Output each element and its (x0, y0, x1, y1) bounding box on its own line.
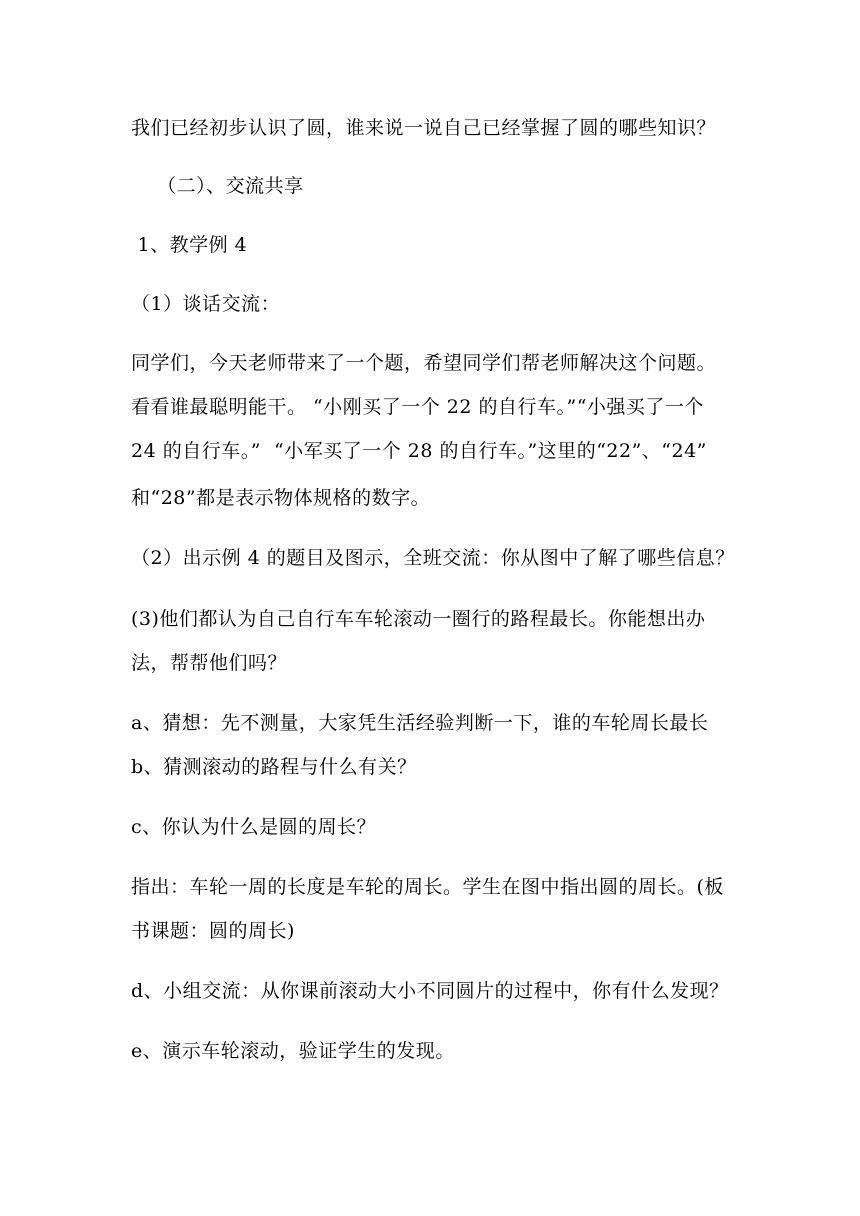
paragraph-line: 和“28”都是表示物体规格的数字。 (131, 487, 431, 509)
note-line: 指出：车轮一周的长度是车轮的周长。学生在图中指出圆的周长。(板 (131, 876, 724, 898)
note-line-cont: 书课题：圆的周长) (131, 920, 295, 942)
step-2-text: （2）出示例 4 的题目及图示，全班交流：你从图中了解了哪些信息？ (131, 547, 735, 569)
paragraph-line: 看看谁最聪明能干。 “小刚买了一个 22 的自行车。”“小强买了一个 (131, 396, 704, 418)
intro-question: 我们已经初步认识了圆，谁来说一说自己已经掌握了圆的哪些知识？ (131, 117, 717, 139)
step-3-text: (3)他们都认为自己自行车车轮滚动一圈行的路程最长。你能想出办 (131, 608, 706, 630)
paragraph-line: 24 的自行车。” “小军买了一个 28 的自行车。”这里的“22”、“24” (131, 440, 707, 462)
item-a: a、猜想：先不测量，大家凭生活经验判断一下，谁的车轮周长最长 (131, 712, 709, 734)
example-heading: 1、教学例 4 (131, 234, 248, 256)
item-c: c、你认为什么是圆的周长？ (131, 816, 377, 838)
step-3-text-cont: 法，帮帮他们吗？ (131, 652, 288, 674)
section-heading-exchange: （二）、交流共享 (131, 175, 304, 197)
item-e: e、演示车轮滚动，验证学生的发现。 (131, 1040, 455, 1062)
item-b: b、猜测滚动的路程与什么有关？ (131, 756, 417, 778)
item-d: d、小组交流：从你课前滚动大小不同圆片的过程中，你有什么发现？ (131, 980, 729, 1002)
paragraph-line: 同学们，今天老师带来了一个题，希望同学们帮老师解决这个问题。 (131, 352, 717, 374)
step-1-heading: （1）谈话交流： (131, 293, 281, 315)
